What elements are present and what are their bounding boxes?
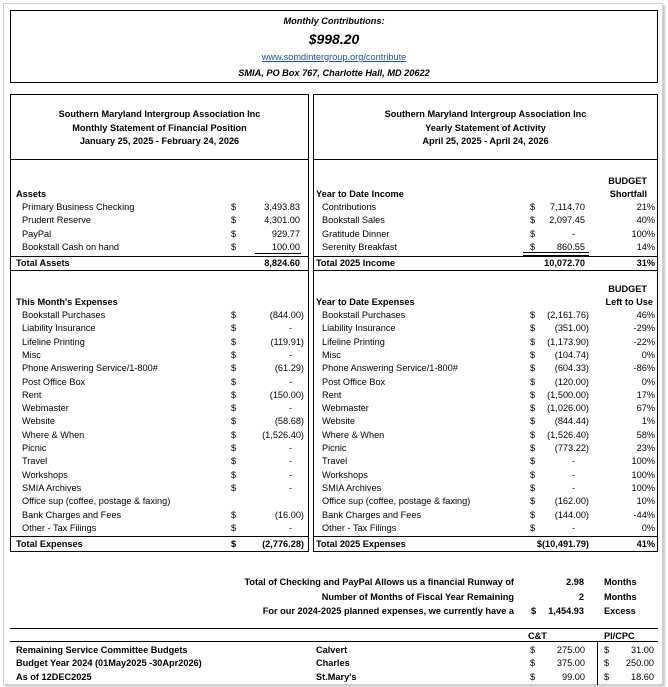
- total-ytd-expenses-percent: 41%: [636, 539, 655, 549]
- ytd-expense-label: Phone Answering Service/1-800#: [322, 363, 458, 374]
- expense-value: (119.91): [270, 336, 304, 347]
- expense-label: Post Office Box: [22, 376, 86, 387]
- ytd-expense-percent: 0%: [641, 522, 655, 533]
- expense-currency: $: [231, 336, 237, 347]
- ytd-expense-currency: $: [530, 443, 536, 453]
- ytd-expense-value: (162.00): [554, 496, 589, 507]
- expense-currency: $: [231, 349, 237, 360]
- asset-label: Primary Business Checking: [22, 202, 135, 212]
- runway-value: 1,454.93: [548, 606, 584, 616]
- expense-currency: $: [231, 522, 237, 533]
- ytd-expense-label: Rent: [322, 389, 342, 400]
- contributions-title: Monthly Contributions:: [283, 16, 385, 26]
- total-ytd-expenses-label: Total 2025 Expenses: [316, 539, 406, 549]
- expense-currency: $: [231, 310, 237, 320]
- expense-value: -: [288, 403, 292, 414]
- runway-label: Number of Months of Fiscal Year Remaining: [321, 591, 514, 602]
- picpc-currency: $: [604, 671, 610, 682]
- asset-currency: $: [231, 228, 237, 239]
- expense-value: (844.00): [269, 310, 304, 320]
- assets-heading: Assets: [16, 189, 47, 199]
- ytd-expense-percent: 100%: [631, 482, 655, 493]
- expense-currency: $: [231, 429, 237, 440]
- ytd-expense-percent: 0%: [641, 376, 655, 387]
- contribute-link-row: [10, 52, 658, 62]
- expense-currency: $: [231, 389, 237, 400]
- total-expenses-currency: $: [231, 539, 237, 549]
- left-to-use-label: Left to Use: [605, 297, 653, 307]
- shortfall-label: Shortfall: [609, 189, 647, 199]
- ct-currency: $: [530, 671, 536, 682]
- expense-value: -: [288, 376, 292, 387]
- budget-info-line: Budget Year 2024 (01May2025 -30Apr2026): [16, 658, 202, 669]
- expense-label: Other - Tax Filings: [22, 522, 97, 533]
- ytd-expense-value: (144.00): [554, 509, 589, 520]
- income-currency: $: [530, 241, 536, 252]
- expense-label: Bookstall Purchases: [22, 310, 106, 320]
- expense-value: (61.29): [274, 363, 304, 374]
- picpc-column-header: PI/CPC: [604, 631, 635, 641]
- runway-currency: $: [531, 606, 537, 616]
- expense-label: Rent: [22, 389, 42, 400]
- expense-label: Liability Insurance: [22, 323, 96, 334]
- budget-info-line: As of 12DEC2025: [16, 671, 92, 682]
- runway-value: 2: [578, 591, 584, 602]
- ct-currency: $: [530, 645, 536, 655]
- total-assets-value: 8,824.60: [264, 258, 300, 268]
- ct-value: 375.00: [556, 658, 585, 669]
- expense-currency: $: [231, 509, 237, 520]
- runway-unit: Excess: [604, 606, 636, 616]
- asset-value: 4,301.00: [264, 215, 300, 226]
- expense-label: Webmaster: [22, 403, 69, 414]
- ytd-expense-percent: -29%: [633, 323, 655, 334]
- expense-value: -: [288, 522, 292, 533]
- asset-value: 929.77: [271, 228, 300, 239]
- left-statement-title: Monthly Statement of Financial Position: [72, 123, 247, 133]
- total-expenses-label: Total Expenses: [16, 539, 83, 549]
- expense-label: Picnic: [22, 443, 47, 453]
- budget-label: BUDGET: [608, 176, 647, 186]
- income-value: 2,097.45: [549, 215, 585, 226]
- total-ytd-expenses-value: $(10,491.79): [536, 539, 589, 549]
- asset-value: 3,493.83: [264, 202, 300, 212]
- ytd-expense-label: Bookstall Purchases: [322, 310, 406, 320]
- asset-value: 100.00: [271, 241, 300, 252]
- ytd-expense-percent: 23%: [636, 443, 655, 453]
- expense-label: Website: [22, 416, 56, 427]
- ytd-expense-currency: $: [530, 469, 536, 480]
- ytd-expense-value: (2,161.76): [547, 310, 589, 320]
- ytd-expense-percent: 17%: [636, 389, 655, 400]
- ytd-expense-percent: -44%: [633, 509, 655, 520]
- ytd-expense-label: Misc: [322, 349, 341, 360]
- expense-currency: $: [231, 363, 237, 374]
- ct-value: 275.00: [556, 645, 585, 655]
- contribute-link[interactable]: www.somdintergroup.org/contribute: [261, 52, 407, 62]
- ct-value: 99.00: [562, 671, 585, 682]
- income-value: -: [571, 228, 575, 239]
- ytd-expense-currency: $: [530, 310, 536, 320]
- ytd-expense-value: (1,500.00): [547, 389, 589, 400]
- budget-info-line: Remaining Service Committee Budgets: [16, 645, 188, 655]
- ytd-expense-currency: $: [530, 482, 536, 493]
- ytd-expense-label: SMIA Archives: [322, 482, 382, 493]
- ytd-expense-label: Travel: [322, 456, 348, 467]
- total-expenses-value: (2,776.28): [262, 539, 304, 549]
- left-period: January 25, 2025 - February 24, 2026: [79, 136, 240, 146]
- ytd-expense-percent: 100%: [631, 469, 655, 480]
- ytd-expense-label: Website: [322, 416, 356, 427]
- expense-value: -: [288, 443, 292, 453]
- expense-currency: $: [231, 456, 237, 467]
- right-org-name: Southern Maryland Intergroup Association Inc: [384, 109, 587, 119]
- asset-label: Bookstall Cash on hand: [22, 241, 120, 252]
- expense-label: Office sup (coffee, postage & faxing): [22, 496, 171, 507]
- ytd-expense-currency: $: [530, 429, 536, 440]
- runway-label: Total of Checking and PayPal Allows us a financial Runway of: [244, 577, 514, 587]
- ct-currency: $: [530, 658, 536, 669]
- expense-value: (58.68): [274, 416, 304, 427]
- ytd-expense-percent: 10%: [636, 496, 655, 507]
- income-label: Gratitude Dinner: [322, 228, 390, 239]
- income-value: 860.55: [556, 241, 585, 252]
- ytd-expense-value: (844.44): [554, 416, 589, 427]
- ytd-expense-value: (351.00): [554, 323, 589, 334]
- income-label: Bookstall Sales: [322, 215, 385, 226]
- ytd-expense-label: Webmaster: [322, 403, 369, 414]
- ytd-expense-label: Bank Charges and Fees: [322, 509, 422, 520]
- ytd-expense-value: (104.74): [554, 349, 589, 360]
- expense-value: -: [288, 349, 292, 360]
- ytd-expense-percent: 46%: [636, 310, 655, 320]
- asset-currency: $: [231, 202, 237, 212]
- ytd-expense-percent: 58%: [636, 429, 655, 440]
- expense-label: Bank Charges and Fees: [22, 509, 122, 520]
- ytd-expense-value: -: [571, 482, 575, 493]
- ytd-expense-label: Liability Insurance: [322, 323, 396, 334]
- ytd-expense-label: Where & When: [322, 429, 385, 440]
- runway-unit: Months: [604, 591, 637, 602]
- expense-value: -: [288, 456, 292, 467]
- expense-value: (1,526.40): [262, 429, 304, 440]
- ytd-expense-currency: $: [530, 389, 536, 400]
- ytd-expense-currency: $: [530, 509, 536, 520]
- asset-currency: $: [231, 215, 237, 226]
- expense-label: SMIA Archives: [22, 482, 82, 493]
- right-period: April 25, 2025 - April 24, 2026: [422, 136, 549, 146]
- income-value: 7,114.70: [549, 202, 585, 212]
- asset-label: Prudent Reserve: [22, 215, 91, 226]
- ytd-expense-label: Picnic: [322, 443, 347, 453]
- ct-column-header: C&T: [528, 631, 547, 641]
- budget-county: St.Mary's: [316, 671, 357, 682]
- expense-currency: $: [231, 482, 237, 493]
- expense-value: (150.00): [269, 389, 304, 400]
- expense-value: -: [288, 482, 292, 493]
- ytd-expense-label: Workshops: [322, 469, 368, 480]
- asset-currency: $: [231, 241, 237, 252]
- ytd-expense-currency: $: [530, 403, 536, 414]
- income-label: Contributions: [322, 202, 377, 212]
- ytd-expense-label: Post Office Box: [322, 376, 386, 387]
- runway-value: 2.98: [566, 577, 584, 587]
- ytd-expense-currency: $: [530, 456, 536, 467]
- asset-label: PayPal: [22, 228, 52, 239]
- ytd-expense-label: Other - Tax Filings: [322, 522, 397, 533]
- ytd-expense-currency: $: [530, 416, 536, 427]
- expense-label: Phone Answering Service/1-800#: [22, 363, 158, 374]
- ytd-expense-currency: $: [530, 323, 536, 334]
- income-percent: 14%: [636, 241, 655, 252]
- expense-label: Workshops: [22, 469, 68, 480]
- ytd-expense-value: (120.00): [554, 376, 589, 387]
- expense-currency: $: [231, 323, 237, 334]
- expense-label: Misc: [22, 349, 41, 360]
- expense-value: (16.00): [274, 509, 304, 520]
- ytd-expense-percent: -86%: [633, 363, 655, 374]
- picpc-value: 31.00: [631, 645, 654, 655]
- picpc-value: 250.00: [625, 658, 654, 669]
- ytd-expense-value: -: [571, 456, 575, 467]
- expense-label: Where & When: [22, 429, 85, 440]
- expense-label: Travel: [22, 456, 48, 467]
- ytd-expense-percent: 67%: [636, 403, 655, 414]
- ytd-expense-currency: $: [530, 496, 536, 507]
- income-percent: 40%: [636, 215, 655, 226]
- ytd-expense-value: (1,173.90): [547, 336, 589, 347]
- ytd-expenses-heading: Year to Date Expenses: [316, 297, 415, 307]
- budget2-label: BUDGET: [608, 284, 647, 294]
- expense-label: Lifeline Printing: [22, 336, 85, 347]
- mailing-address: SMIA, PO Box 767, Charlotte Hall, MD 20622: [238, 68, 430, 78]
- contributions-amount: $998.20: [308, 31, 360, 47]
- month-expenses-heading: This Month's Expenses: [16, 297, 118, 307]
- ytd-expense-currency: $: [530, 376, 536, 387]
- income-currency: $: [530, 228, 536, 239]
- ytd-expense-value: (604.33): [554, 363, 589, 374]
- expense-currency: $: [231, 376, 237, 387]
- ytd-expense-label: Lifeline Printing: [322, 336, 385, 347]
- total-income-percent: 31%: [636, 258, 655, 268]
- budget-county: Calvert: [316, 645, 348, 655]
- runway-unit: Months: [604, 577, 637, 587]
- picpc-currency: $: [604, 645, 610, 655]
- ytd-expense-label: Office sup (coffee, postage & faxing): [322, 496, 471, 507]
- runway-label: For our 2024-2025 planned expenses, we currently have a: [262, 606, 514, 616]
- expense-value: -: [288, 469, 292, 480]
- income-percent: 100%: [631, 228, 655, 239]
- expense-currency: $: [231, 443, 237, 453]
- ytd-expense-currency: $: [530, 363, 536, 374]
- ytd-expense-value: (1,526.40): [547, 429, 589, 440]
- ytd-expense-value: -: [571, 469, 575, 480]
- ytd-expense-percent: 100%: [631, 456, 655, 467]
- ytd-income-heading: Year to Date Income: [316, 189, 404, 199]
- right-statement-title: Yearly Statement of Activity: [425, 123, 546, 133]
- income-currency: $: [530, 215, 536, 226]
- picpc-currency: $: [604, 658, 610, 669]
- total-income-label: Total 2025 Income: [316, 258, 395, 268]
- left-org-name: Southern Maryland Intergroup Association Inc: [58, 109, 261, 119]
- ytd-expense-currency: $: [530, 349, 536, 360]
- expense-currency: $: [231, 469, 237, 480]
- ytd-expense-value: (1,026.00): [547, 403, 589, 414]
- ytd-expense-currency: $: [530, 336, 536, 347]
- total-assets-label: Total Assets: [16, 258, 70, 268]
- ytd-expense-value: (773.22): [554, 443, 589, 453]
- picpc-value: 18.60: [631, 671, 654, 682]
- expense-currency: $: [231, 416, 237, 427]
- budget-county: Charles: [316, 658, 350, 669]
- expense-currency: $: [231, 403, 237, 414]
- ytd-expense-value: -: [571, 522, 575, 533]
- expense-value: -: [288, 323, 292, 334]
- ytd-expense-percent: 1%: [641, 416, 655, 427]
- ytd-expense-percent: 0%: [641, 349, 655, 360]
- total-income-value: 10,072.70: [544, 258, 585, 268]
- income-percent: 21%: [636, 202, 655, 212]
- ytd-expense-percent: -22%: [633, 336, 655, 347]
- income-currency: $: [530, 202, 536, 212]
- ytd-expense-currency: $: [530, 522, 536, 533]
- income-label: Serenity Breakfast: [322, 241, 398, 252]
